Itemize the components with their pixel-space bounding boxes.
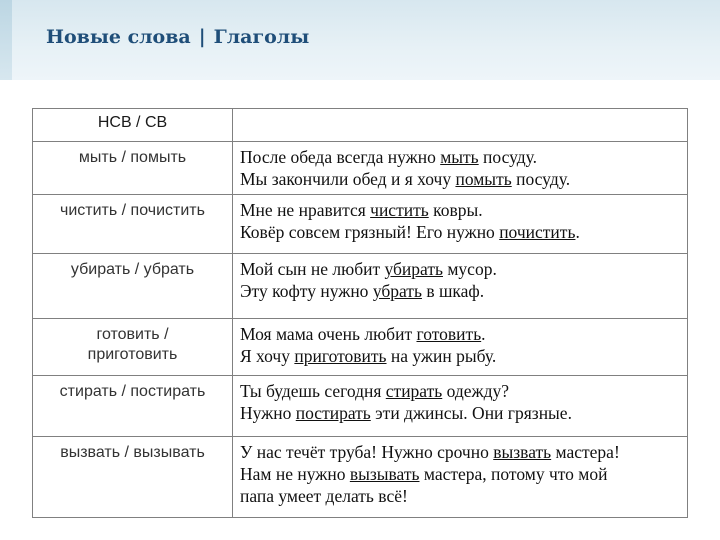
target-verb: вызвать [493,442,552,462]
sentence-text: посуду. [511,169,571,189]
sentence-text: одежду? [442,381,510,401]
sentence-text: Нужно [240,403,296,423]
table-header-row [33,109,688,142]
sentence-text: . [481,324,486,344]
example-sentence [240,146,681,168]
verb-pair-cell [33,319,233,376]
verb-pair-cell: стирать / постирать [33,376,233,437]
example-sentence [240,485,681,507]
sentence-text: Я хочу [240,346,295,366]
sentence-text: Моя мама очень любит [240,324,417,344]
verb-pair-cell: вызвать / вызывать [33,437,233,518]
target-verb: чистить [370,200,429,220]
sentence-text: Ты будешь сегодня [240,381,386,401]
table-row [33,376,688,437]
verb-pair-cell: мыть / помыть [33,142,233,195]
header-accent-bar [0,0,12,80]
target-verb: постирать [295,403,371,423]
target-verb: приготовить [294,346,387,366]
table-row [33,319,688,376]
example-sentence [240,280,681,302]
title-topic: Новые слова [46,26,191,48]
sentence-text: Мне не нравится [240,200,371,220]
target-verb: убирать [384,259,443,279]
table-row [33,142,688,195]
sentence-text: посуду. [478,147,538,167]
example-sentence [240,380,681,402]
table-row [33,195,688,254]
example-sentence [240,463,681,485]
target-verb: помыть [455,169,512,189]
example-sentence [240,199,681,221]
example-cell [233,254,688,319]
sentence-text: Эту кофту нужно [240,281,373,301]
target-verb: мыть [440,147,479,167]
example-cell [233,195,688,254]
sentence-text: эти джинсы. Они грязные. [370,403,572,423]
title-subtopic: Глаголы [213,26,310,48]
target-verb: готовить [416,324,482,344]
example-cell [233,142,688,195]
title-separator: | [198,26,206,48]
sentence-text: После обеда всегда нужно [240,147,441,167]
sentence-text: мастера, потому что мой [419,464,608,484]
sentence-text: Нам не нужно [240,464,350,484]
verb-pair-cell: убирать / убрать [33,254,233,319]
example-cell [233,319,688,376]
verb-pair-cell: чистить / почистить [33,195,233,254]
sentence-text: Мы закончили обед и я хочу [240,169,456,189]
example-header-cell [233,109,688,142]
target-verb: почистить [499,222,576,242]
table-row [33,437,688,518]
sentence-text: мастера! [551,442,620,462]
sentence-text: ковры. [428,200,483,220]
example-sentence [240,221,681,243]
example-sentence [240,402,681,424]
sentence-text: в шкаф. [421,281,485,301]
sentence-text: У нас течёт труба! Нужно срочно [240,442,494,462]
verb-pair-line: приготовить [87,346,178,363]
sentence-text: Ковёр совсем грязный! Его нужно [240,222,500,242]
slide-title [46,26,309,48]
verbs-table [32,108,688,518]
target-verb: стирать [385,381,443,401]
sentence-text: мусор. [442,259,497,279]
target-verb: убрать [372,281,422,301]
sentence-text: на ужин рыбу. [386,346,497,366]
example-sentence [240,168,681,190]
verb-pair-line: готовить / [96,326,169,343]
example-sentence [240,441,681,463]
example-sentence [240,323,681,345]
slide-header [0,0,720,80]
sentence-text: . [575,222,580,242]
example-sentence [240,345,681,367]
sentence-text: папа умеет делать всё! [240,486,408,506]
example-sentence [240,258,681,280]
table-row [33,254,688,319]
sentence-text: Мой сын не любит [240,259,385,279]
example-cell [233,376,688,437]
aspect-header-cell: НСВ / СВ [33,109,233,142]
example-cell [233,437,688,518]
target-verb: вызывать [349,464,420,484]
